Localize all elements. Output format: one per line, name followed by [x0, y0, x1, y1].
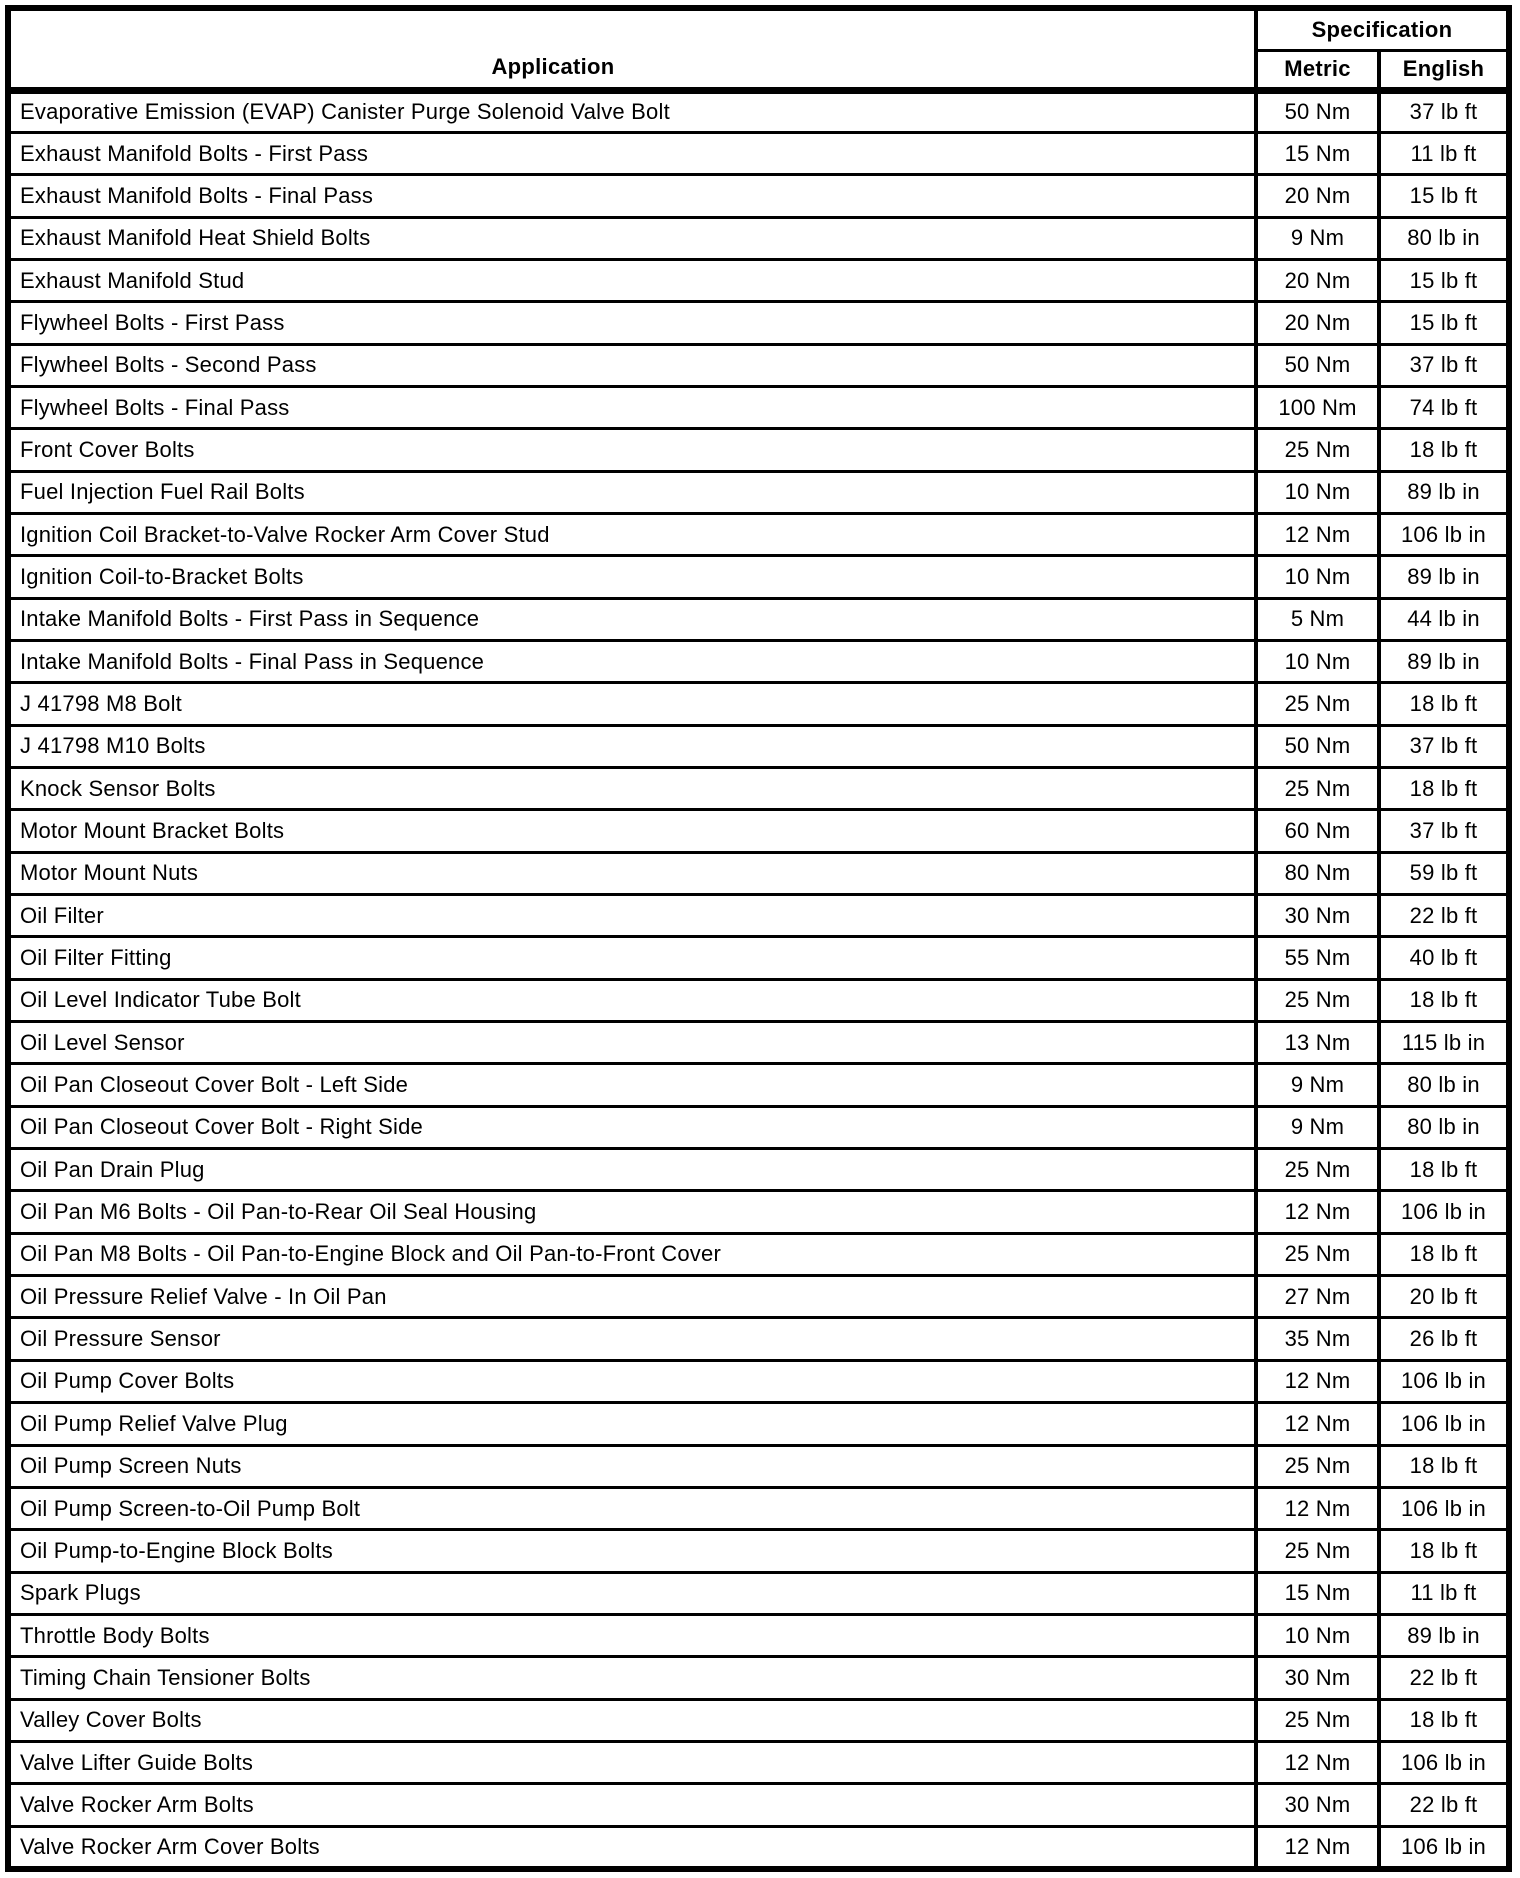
- table-row: [8, 1233, 1509, 1275]
- english-value-cell: 18 lb ft: [1379, 1699, 1509, 1741]
- metric-column-header: Metric: [1256, 50, 1379, 90]
- table-row: [8, 683, 1509, 725]
- table-row: [8, 725, 1509, 767]
- application-cell: Exhaust Manifold Bolts - Final Pass: [8, 175, 1256, 217]
- application-cell: Motor Mount Bracket Bolts: [8, 810, 1256, 852]
- table-row: [8, 302, 1509, 344]
- metric-value-cell: 25 Nm: [1256, 1445, 1379, 1487]
- english-value-cell: 59 lb ft: [1379, 852, 1509, 894]
- table-row: [8, 1487, 1509, 1529]
- metric-value-cell: 12 Nm: [1256, 1741, 1379, 1783]
- english-value-cell: 37 lb ft: [1379, 810, 1509, 852]
- metric-value-cell: 15 Nm: [1256, 1572, 1379, 1614]
- english-value-cell: 11 lb ft: [1379, 132, 1509, 174]
- english-value-cell: 18 lb ft: [1379, 979, 1509, 1021]
- application-cell: Oil Pump-to-Engine Block Bolts: [8, 1530, 1256, 1572]
- table-row: [8, 1106, 1509, 1148]
- metric-value-cell: 25 Nm: [1256, 683, 1379, 725]
- application-cell: Timing Chain Tensioner Bolts: [8, 1657, 1256, 1699]
- table-row: [8, 1699, 1509, 1741]
- english-value-cell: 106 lb in: [1379, 1487, 1509, 1529]
- application-cell: Intake Manifold Bolts - Final Pass in Sequence: [8, 640, 1256, 682]
- metric-value-cell: 50 Nm: [1256, 90, 1379, 132]
- application-cell: Oil Pan M8 Bolts - Oil Pan-to-Engine Block and Oil Pan-to-Front Cover: [8, 1233, 1256, 1275]
- application-cell: Oil Pan M6 Bolts - Oil Pan-to-Rear Oil Seal Housing: [8, 1191, 1256, 1233]
- english-value-cell: 18 lb ft: [1379, 768, 1509, 810]
- english-value-cell: 115 lb in: [1379, 1022, 1509, 1064]
- metric-value-cell: 30 Nm: [1256, 1657, 1379, 1699]
- english-value-cell: 18 lb ft: [1379, 683, 1509, 725]
- english-value-cell: 22 lb ft: [1379, 1784, 1509, 1826]
- table-row: [8, 1741, 1509, 1783]
- application-cell: Oil Pump Cover Bolts: [8, 1360, 1256, 1402]
- metric-value-cell: 60 Nm: [1256, 810, 1379, 852]
- table-row: [8, 259, 1509, 301]
- table-row: [8, 175, 1509, 217]
- application-cell: Oil Pump Screen-to-Oil Pump Bolt: [8, 1487, 1256, 1529]
- metric-value-cell: 25 Nm: [1256, 979, 1379, 1021]
- application-cell: Oil Pan Closeout Cover Bolt - Left Side: [8, 1064, 1256, 1106]
- metric-value-cell: 12 Nm: [1256, 1360, 1379, 1402]
- metric-value-cell: 10 Nm: [1256, 1614, 1379, 1656]
- application-cell: Ignition Coil Bracket-to-Valve Rocker Arm Cover Stud: [8, 513, 1256, 555]
- english-value-cell: 89 lb in: [1379, 1614, 1509, 1656]
- metric-value-cell: 25 Nm: [1256, 1699, 1379, 1741]
- english-value-cell: 106 lb in: [1379, 1826, 1509, 1869]
- application-cell: Ignition Coil-to-Bracket Bolts: [8, 556, 1256, 598]
- table-row: [8, 429, 1509, 471]
- application-cell: Oil Pump Screen Nuts: [8, 1445, 1256, 1487]
- table-row: [8, 132, 1509, 174]
- english-value-cell: 22 lb ft: [1379, 895, 1509, 937]
- english-value-cell: 22 lb ft: [1379, 1657, 1509, 1699]
- english-value-cell: 80 lb in: [1379, 1064, 1509, 1106]
- metric-value-cell: 25 Nm: [1256, 1530, 1379, 1572]
- table-row: [8, 979, 1509, 1021]
- application-cell: Spark Plugs: [8, 1572, 1256, 1614]
- application-cell: Intake Manifold Bolts - First Pass in Sequence: [8, 598, 1256, 640]
- metric-value-cell: 20 Nm: [1256, 175, 1379, 217]
- metric-value-cell: 50 Nm: [1256, 725, 1379, 767]
- metric-value-cell: 20 Nm: [1256, 302, 1379, 344]
- english-value-cell: 18 lb ft: [1379, 1233, 1509, 1275]
- application-cell: Throttle Body Bolts: [8, 1614, 1256, 1656]
- metric-value-cell: 55 Nm: [1256, 937, 1379, 979]
- table-row: [8, 852, 1509, 894]
- application-cell: Exhaust Manifold Heat Shield Bolts: [8, 217, 1256, 259]
- english-value-cell: 18 lb ft: [1379, 1530, 1509, 1572]
- application-cell: J 41798 M10 Bolts: [8, 725, 1256, 767]
- table-row: [8, 556, 1509, 598]
- table-header: [8, 8, 1509, 90]
- english-column-header: English: [1379, 50, 1509, 90]
- table-row: [8, 513, 1509, 555]
- english-value-cell: 89 lb in: [1379, 471, 1509, 513]
- application-cell: Exhaust Manifold Stud: [8, 259, 1256, 301]
- spec-table-body: [8, 90, 1509, 1869]
- table-row: [8, 1784, 1509, 1826]
- table-row: [8, 1191, 1509, 1233]
- metric-value-cell: 27 Nm: [1256, 1276, 1379, 1318]
- table-row: [8, 895, 1509, 937]
- application-cell: Valve Rocker Arm Cover Bolts: [8, 1826, 1256, 1869]
- english-value-cell: 106 lb in: [1379, 513, 1509, 555]
- metric-value-cell: 10 Nm: [1256, 471, 1379, 513]
- english-value-cell: 74 lb ft: [1379, 386, 1509, 428]
- table-row: [8, 217, 1509, 259]
- english-value-cell: 106 lb in: [1379, 1191, 1509, 1233]
- table-row: [8, 598, 1509, 640]
- application-cell: Oil Pressure Sensor: [8, 1318, 1256, 1360]
- table-row: [8, 810, 1509, 852]
- table-row: [8, 1572, 1509, 1614]
- english-value-cell: 18 lb ft: [1379, 429, 1509, 471]
- metric-value-cell: 15 Nm: [1256, 132, 1379, 174]
- application-cell: Exhaust Manifold Bolts - First Pass: [8, 132, 1256, 174]
- application-cell: Knock Sensor Bolts: [8, 768, 1256, 810]
- metric-value-cell: 25 Nm: [1256, 1149, 1379, 1191]
- application-cell: Fuel Injection Fuel Rail Bolts: [8, 471, 1256, 513]
- metric-value-cell: 9 Nm: [1256, 1106, 1379, 1148]
- table-row: [8, 344, 1509, 386]
- metric-value-cell: 30 Nm: [1256, 895, 1379, 937]
- table-row: [8, 1530, 1509, 1572]
- application-cell: Oil Filter Fitting: [8, 937, 1256, 979]
- application-cell: Oil Level Indicator Tube Bolt: [8, 979, 1256, 1021]
- english-value-cell: 106 lb in: [1379, 1741, 1509, 1783]
- metric-value-cell: 9 Nm: [1256, 217, 1379, 259]
- application-cell: Flywheel Bolts - First Pass: [8, 302, 1256, 344]
- english-value-cell: 15 lb ft: [1379, 175, 1509, 217]
- english-value-cell: 37 lb ft: [1379, 725, 1509, 767]
- english-value-cell: 44 lb in: [1379, 598, 1509, 640]
- metric-value-cell: 80 Nm: [1256, 852, 1379, 894]
- metric-value-cell: 9 Nm: [1256, 1064, 1379, 1106]
- english-value-cell: 37 lb ft: [1379, 90, 1509, 132]
- table-row: [8, 937, 1509, 979]
- metric-value-cell: 30 Nm: [1256, 1784, 1379, 1826]
- metric-value-cell: 20 Nm: [1256, 259, 1379, 301]
- application-cell: Oil Pressure Relief Valve - In Oil Pan: [8, 1276, 1256, 1318]
- english-value-cell: 106 lb in: [1379, 1360, 1509, 1402]
- english-value-cell: 106 lb in: [1379, 1403, 1509, 1445]
- metric-value-cell: 35 Nm: [1256, 1318, 1379, 1360]
- torque-spec-table: [5, 5, 1512, 1872]
- metric-value-cell: 12 Nm: [1256, 1191, 1379, 1233]
- table-row: [8, 1657, 1509, 1699]
- table-row: [8, 386, 1509, 428]
- table-row: [8, 1826, 1509, 1869]
- english-value-cell: 20 lb ft: [1379, 1276, 1509, 1318]
- application-cell: J 41798 M8 Bolt: [8, 683, 1256, 725]
- table-row: [8, 768, 1509, 810]
- table-row: [8, 1614, 1509, 1656]
- table-row: [8, 640, 1509, 682]
- english-value-cell: 80 lb in: [1379, 217, 1509, 259]
- application-cell: Valley Cover Bolts: [8, 1699, 1256, 1741]
- application-cell: Oil Level Sensor: [8, 1022, 1256, 1064]
- application-cell: Valve Lifter Guide Bolts: [8, 1741, 1256, 1783]
- table-row: [8, 1064, 1509, 1106]
- metric-value-cell: 13 Nm: [1256, 1022, 1379, 1064]
- english-value-cell: 18 lb ft: [1379, 1445, 1509, 1487]
- table-row: [8, 1022, 1509, 1064]
- table-row: [8, 1360, 1509, 1402]
- table-row: [8, 1149, 1509, 1191]
- metric-value-cell: 12 Nm: [1256, 1403, 1379, 1445]
- metric-value-cell: 10 Nm: [1256, 640, 1379, 682]
- metric-value-cell: 25 Nm: [1256, 1233, 1379, 1275]
- metric-value-cell: 25 Nm: [1256, 768, 1379, 810]
- table-row: [8, 1403, 1509, 1445]
- metric-value-cell: 50 Nm: [1256, 344, 1379, 386]
- application-cell: Oil Pump Relief Valve Plug: [8, 1403, 1256, 1445]
- table-row: [8, 90, 1509, 132]
- english-value-cell: 15 lb ft: [1379, 302, 1509, 344]
- table-row: [8, 471, 1509, 513]
- metric-value-cell: 12 Nm: [1256, 1826, 1379, 1869]
- application-cell: Valve Rocker Arm Bolts: [8, 1784, 1256, 1826]
- english-value-cell: 26 lb ft: [1379, 1318, 1509, 1360]
- specification-column-header: Specification: [1256, 8, 1509, 50]
- application-cell: Oil Pan Closeout Cover Bolt - Right Side: [8, 1106, 1256, 1148]
- metric-value-cell: 12 Nm: [1256, 1487, 1379, 1529]
- table-row: [8, 1276, 1509, 1318]
- english-value-cell: 11 lb ft: [1379, 1572, 1509, 1614]
- application-cell: Oil Filter: [8, 895, 1256, 937]
- metric-value-cell: 5 Nm: [1256, 598, 1379, 640]
- english-value-cell: 89 lb in: [1379, 640, 1509, 682]
- application-cell: Motor Mount Nuts: [8, 852, 1256, 894]
- application-cell: Flywheel Bolts - Final Pass: [8, 386, 1256, 428]
- application-cell: Evaporative Emission (EVAP) Canister Purge Solenoid Valve Bolt: [8, 90, 1256, 132]
- metric-value-cell: 12 Nm: [1256, 513, 1379, 555]
- english-value-cell: 15 lb ft: [1379, 259, 1509, 301]
- metric-value-cell: 25 Nm: [1256, 429, 1379, 471]
- table-row: [8, 1318, 1509, 1360]
- metric-value-cell: 10 Nm: [1256, 556, 1379, 598]
- metric-value-cell: 100 Nm: [1256, 386, 1379, 428]
- application-cell: Oil Pan Drain Plug: [8, 1149, 1256, 1191]
- english-value-cell: 37 lb ft: [1379, 344, 1509, 386]
- application-cell: Front Cover Bolts: [8, 429, 1256, 471]
- english-value-cell: 18 lb ft: [1379, 1149, 1509, 1191]
- table-row: [8, 1445, 1509, 1487]
- application-column-header: Application: [8, 8, 1256, 90]
- english-value-cell: 80 lb in: [1379, 1106, 1509, 1148]
- english-value-cell: 40 lb ft: [1379, 937, 1509, 979]
- english-value-cell: 89 lb in: [1379, 556, 1509, 598]
- application-cell: Flywheel Bolts - Second Pass: [8, 344, 1256, 386]
